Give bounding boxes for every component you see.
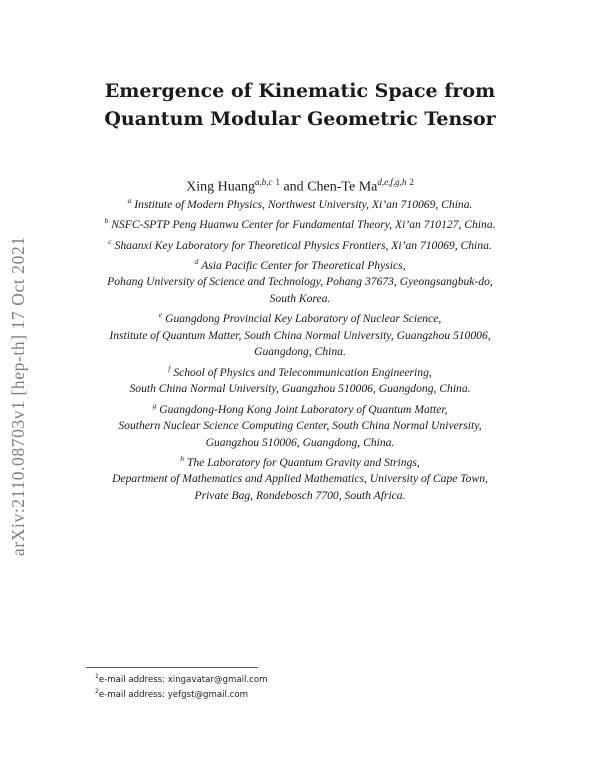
affiliation-line: $^g$ Guangdong-Hong Kong Joint Laboratory of Quantum Matter, (152, 400, 448, 416)
affiliation-line: $^b$ NSFC-SPTP Peng Huanwu Center for Fundamental Theory, Xi’an 710127, China. (104, 216, 496, 232)
affiliation-line: $^h$ The Laboratory for Quantum Gravity and Strings, (180, 454, 420, 469)
affiliation-mark: g (152, 400, 157, 410)
affiliation-line: Guangzhou 510006, Guangdong, China. (205, 435, 395, 449)
author-2-footnote-mark: 2 (409, 177, 414, 187)
author-name-2: Chen-Te Ma (307, 179, 378, 195)
paper-title (0, 77, 600, 133)
affiliation-line: South China Normal University, Guangzhou 510006, Guangdong, China. (129, 382, 471, 396)
footnote-text: e-mail address: yefgst@gmail.com (98, 690, 248, 701)
affiliation-mark: h (180, 454, 184, 464)
affiliation-mark: a (127, 196, 132, 205)
footnote-1 (95, 671, 267, 686)
author-1-footnote-mark: 1 (275, 177, 280, 187)
affiliation-line: $^e$ Guangdong Provincial Key Laboratory of Nuclear Science, (158, 310, 442, 326)
footnote-2 (95, 686, 267, 701)
footnotes (95, 671, 267, 702)
title-line-1: Emergence of Kinematic Space from (104, 80, 496, 102)
affiliation-line: $^a$ Institute of Modern Physics, Northwest University, Xi’an 710069, China. (127, 196, 473, 211)
affiliation-mark: f (168, 363, 171, 373)
footnote-divider (86, 667, 258, 668)
author-1-affiliation-marks: a,b,c (254, 177, 273, 187)
affiliation-line: Guangdong, China. (254, 345, 346, 359)
author-connector: and (283, 179, 304, 195)
affiliation-line: $^d$ Asia Pacific Center for Theoretical Physics, (194, 257, 406, 272)
affiliation-mark: b (104, 216, 109, 226)
affiliation-line: Department of Mathematics and Applied Mathematics, University of Cape Town, (112, 472, 488, 486)
affiliation-line: South Korea. (269, 291, 331, 305)
title-line-2: Quantum Modular Geometric Tensor (104, 108, 496, 130)
affiliation-line: Pohang University of Science and Technology, Pohang 37673, Gyeongsangbuk-do, (107, 275, 493, 289)
author-2-affiliation-marks: d,e,f,g,h (377, 177, 407, 187)
affiliation-line: Private Bag, Rondebosch 7700, South Africa. (194, 488, 406, 502)
footnote-text: e-mail address: xingavatar@gmail.com (98, 674, 268, 685)
footnote-mark: 2 (95, 688, 99, 696)
affiliation-mark: d (194, 257, 199, 267)
affiliation-mark: e (158, 310, 163, 320)
author-name-1: Xing Huang (186, 179, 255, 195)
affiliation-line: $^c$ Shaanxi Key Laboratory for Theoretical Physics Frontiers, Xi’an 710069, China. (108, 236, 492, 252)
affiliation-line: Institute of Quantum Matter, South China Normal University, Guangzhou 510006, (109, 328, 491, 342)
affiliation-line: Southern Nuclear Science Computing Center, South China Normal University, (118, 419, 482, 433)
affiliation-line: $^f$ School of Physics and Telecommunication Engineering, (168, 363, 432, 379)
arxiv-identifier: arXiv:2110.08703v1 [hep-th] 17 Oct 2021 (8, 236, 28, 556)
affiliation-list (40, 193, 560, 504)
affiliation-mark: c (108, 236, 112, 246)
footnote-mark: 1 (95, 673, 99, 680)
